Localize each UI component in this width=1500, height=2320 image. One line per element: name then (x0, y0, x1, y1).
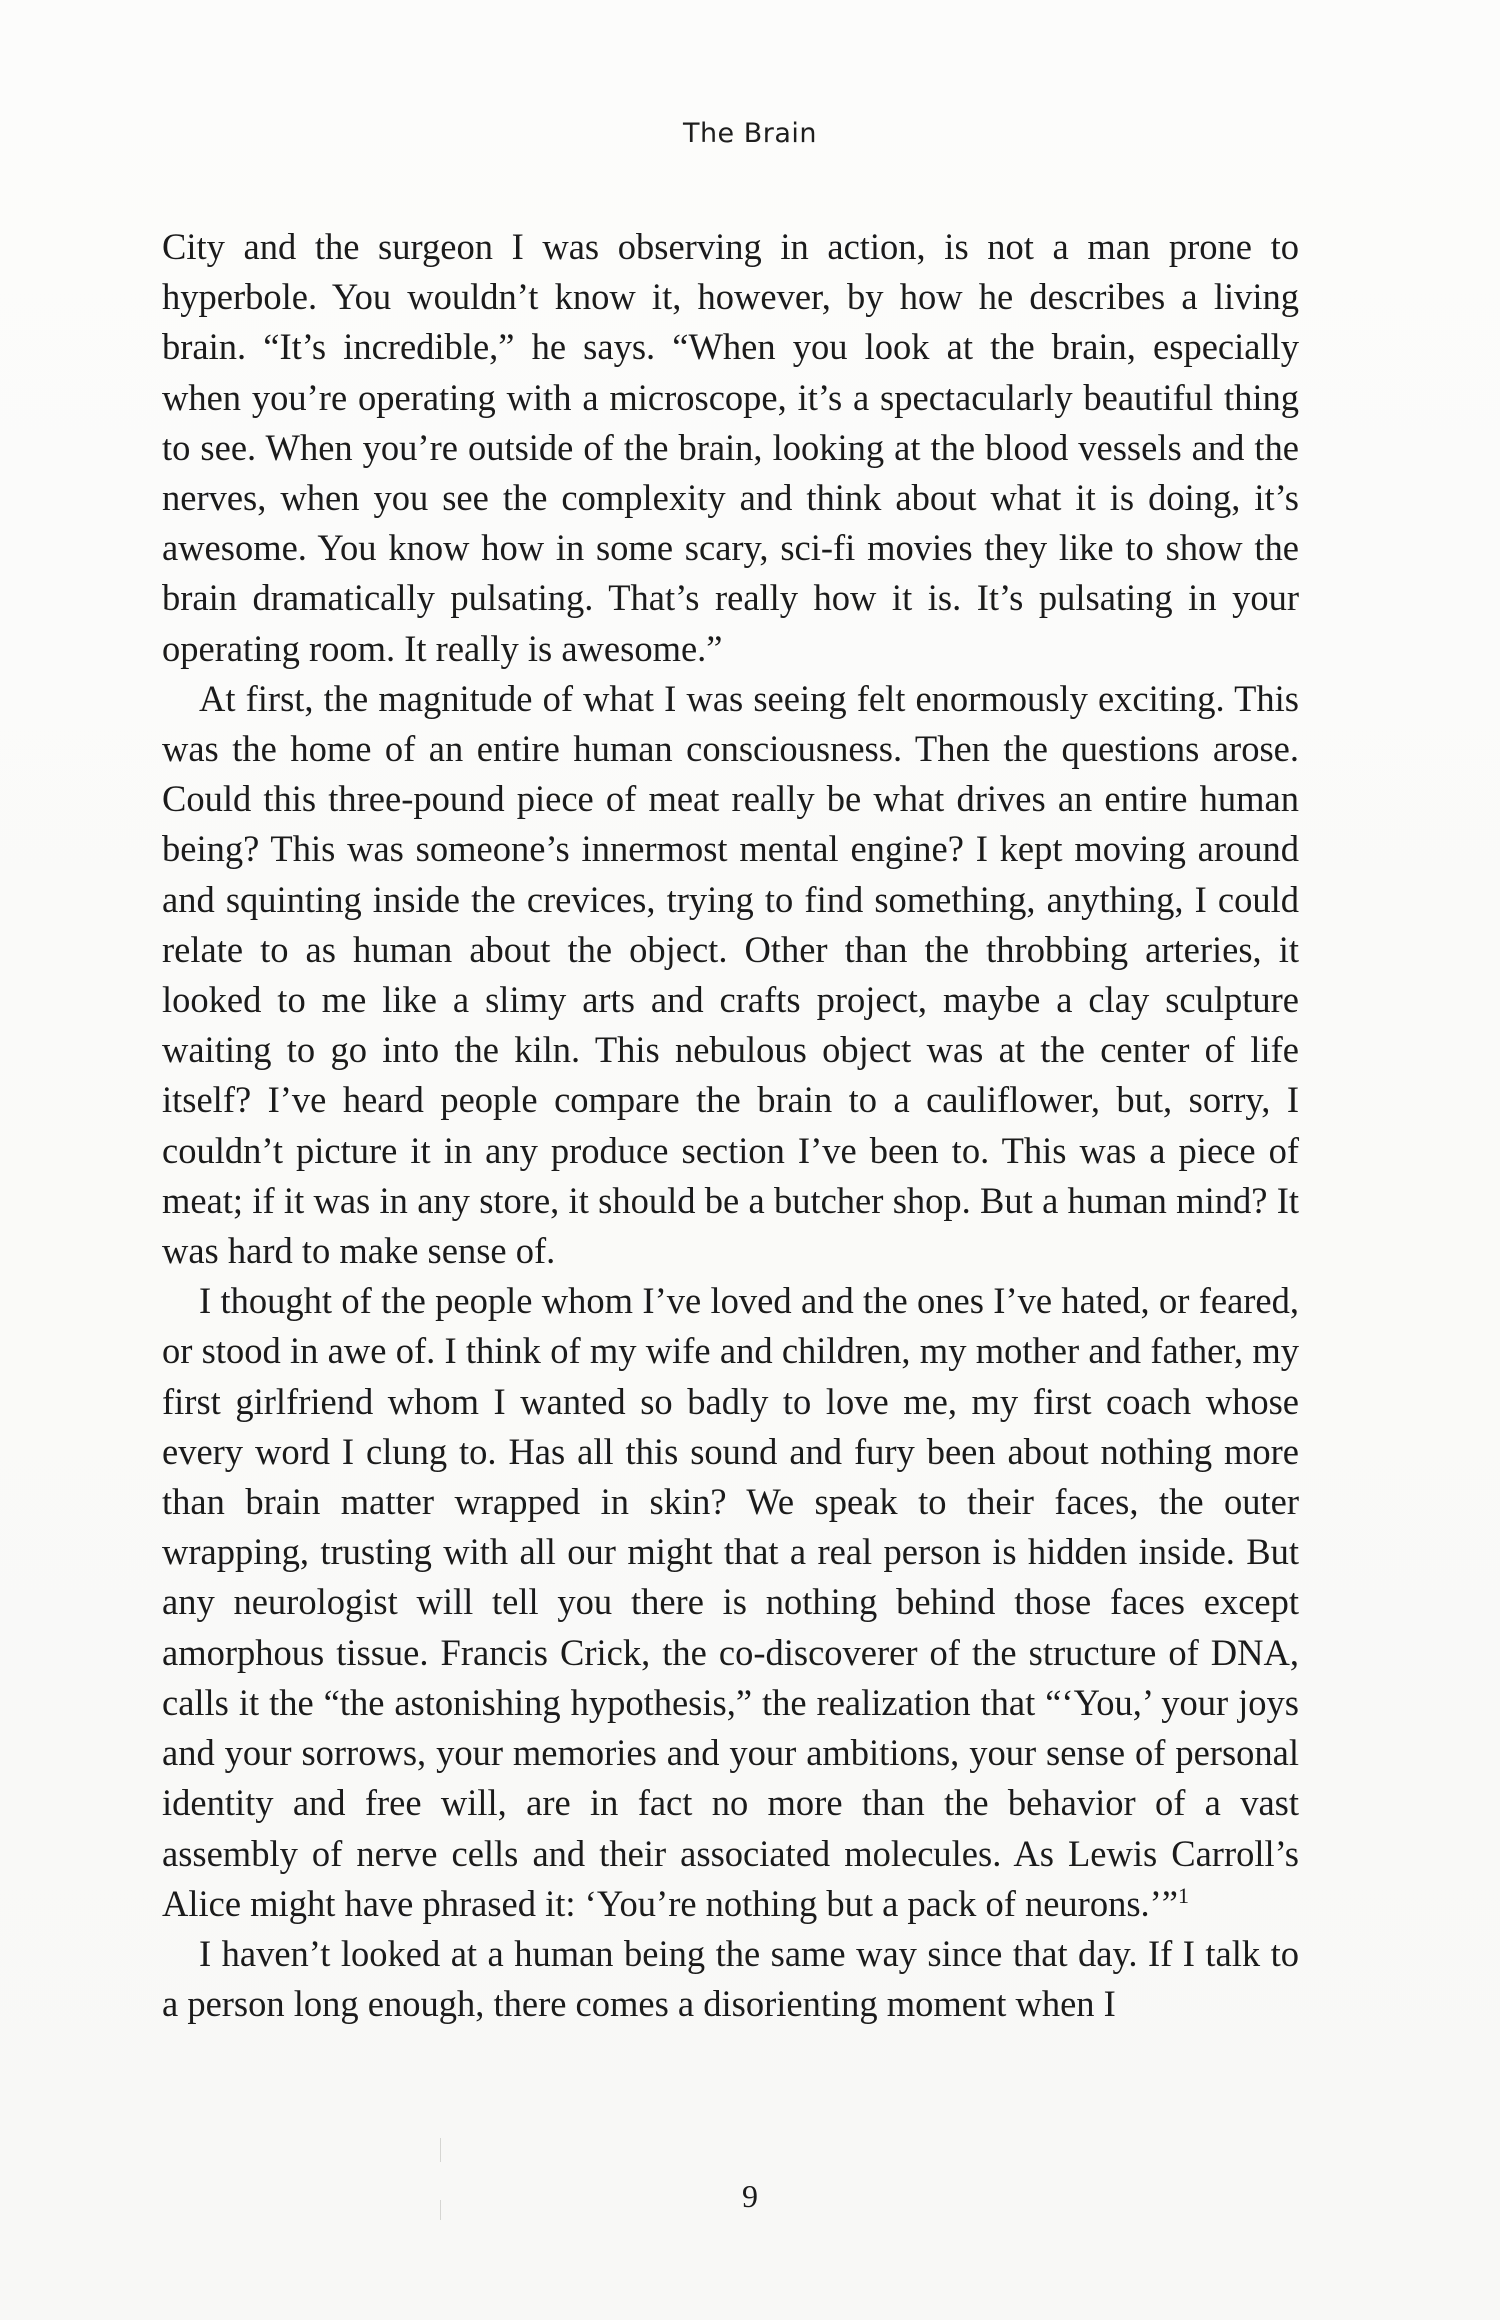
scan-artifact-line (440, 2138, 441, 2162)
paragraph-1: City and the surgeon I was observing in action, is not a man prone to hyperbole. You wouldn’t know it, however, by how he describes a living brain. “It’s incredible,” he says. “When you look at the brain, especially when you’re operating with a microscope, it’s a spectacularly beautiful thing to see. When you’re outside of the brain, looking at the blood vessels and the nerves, when you see the complexity and think about what it is doing, it’s awesome. You know how in some scary, sci-fi movies they like to show the brain dramatically pulsating. That’s really how it is. It’s pulsating in your operating room. It really is awesome.” (162, 226, 1299, 669)
running-head: The Brain (682, 118, 818, 149)
page-number: 9 (742, 2178, 758, 2214)
paragraph-3-text: I thought of the people whom I’ve loved and the ones I’ve hated, or feared, or stood in awe of. I think of my wife and children, my mother and father, my first girlfriend whom I wanted so badly to love me, my first coach whose every word I clung to. Has all this sound and fury been about nothing more than brain matter wrapped in skin? We speak to their faces, the outer wrapping, trusting with all our might that a real person is hidden inside. But any neurologist will tell you there is nothing behind those faces except amorphous tissue. Francis Crick, the co-discoverer of the structure of DNA, calls it the “the astonishing hypothesis,” the realization that “‘You,’ your joys and your sorrows, your memories and your ambitions, your sense of personal identity and free will, are in fact no more than the behavior of a vast assembly of nerve cells and their associated molecules. As Lewis Carroll’s Alice might have phrased it: ‘You’re nothing but a pack of neurons.’” (162, 1280, 1299, 1924)
paragraph-2: At first, the magnitude of what I was seeing felt enormously exciting. This was the home of an entire human consciousness. Then the questions arose. Could this three-pound piece of meat really be what drives an entire human being? This was someone’s innermost mental engine? I kept moving around and squinting inside the crevices, trying to find something, anything, I could relate to as human about the object. Other than the throbbing arteries, it looked to me like a slimy arts and crafts project, maybe a clay sculpture waiting to go into the kiln. This nebulous object was at the center of life itself? I’ve heard people compare the brain to a cauliflower, but, sorry, I couldn’t picture it in any produce section I’ve been to. This was a piece of meat; if it was in any store, it should be a butcher shop. But a human mind? It was hard to make sense of. (162, 677, 1299, 1272)
footnote-marker: 1 (1178, 1882, 1190, 1908)
paragraph-4: I haven’t looked at a human being the same way since that day. If I talk to a person long enough, there comes a disorienting moment when I (162, 1932, 1299, 2025)
paragraph-3 (162, 1276, 1299, 1929)
body-text (162, 222, 1299, 2029)
